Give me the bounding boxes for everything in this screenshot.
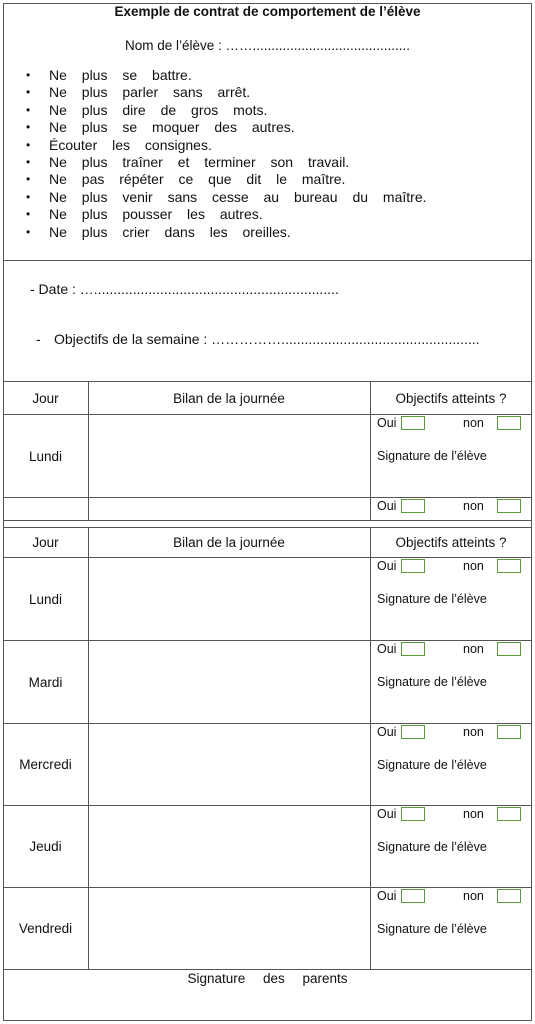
yes-label: Oui xyxy=(377,416,397,430)
parents-signature-label: Signature des parents xyxy=(187,971,348,986)
no-label: non xyxy=(463,642,484,656)
day-label: Mardi xyxy=(28,675,63,690)
no-label: non xyxy=(463,889,484,903)
table-border xyxy=(88,527,89,969)
page-title: Exemple de contrat de comportement de l’élève xyxy=(114,4,421,19)
no-label: non xyxy=(463,416,484,430)
no-label: non xyxy=(463,725,484,739)
list-item: • Ne plus parler sans arrêt. xyxy=(26,84,496,101)
list-item: • Ne plus pousser les autres. xyxy=(26,206,496,223)
no-checkbox[interactable] xyxy=(497,807,521,821)
list-item: • Ne plus crier dans les oreilles. xyxy=(26,224,496,241)
list-item: • Ne plus traîner et terminer son travail. xyxy=(26,154,496,171)
table-border xyxy=(3,381,532,382)
table-border xyxy=(3,640,532,641)
no-checkbox[interactable] xyxy=(497,559,521,573)
section-divider xyxy=(3,260,532,261)
table-border xyxy=(3,414,532,415)
list-item: • Ne pas répéter ce que dit le maître. xyxy=(26,171,496,188)
student-name-field[interactable]: Nom de l’élève : …….......................................... xyxy=(124,38,411,53)
student-signature-label: Signature de l’élève xyxy=(377,758,487,772)
no-checkbox[interactable] xyxy=(497,416,521,430)
header-goals: Objectifs atteints ? xyxy=(395,535,507,550)
no-checkbox[interactable] xyxy=(497,725,521,739)
table-border xyxy=(3,805,532,806)
header-summary: Bilan de la journée xyxy=(173,535,285,550)
yes-label: Oui xyxy=(377,889,397,903)
table-border xyxy=(3,557,532,558)
list-item: • Ne plus dire de gros mots. xyxy=(26,102,496,119)
list-item: • Ne plus venir sans cesse au bureau du maître. xyxy=(26,189,496,206)
yes-checkbox[interactable] xyxy=(401,642,425,656)
table-border xyxy=(3,520,532,521)
table-border xyxy=(3,527,532,528)
day-label: Lundi xyxy=(28,592,63,607)
student-signature-label: Signature de l’élève xyxy=(377,840,487,854)
no-label: non xyxy=(463,807,484,821)
yes-label: Oui xyxy=(377,559,397,573)
yes-label: Oui xyxy=(377,499,397,513)
list-item: • Ne plus se battre. xyxy=(26,67,496,84)
objectives-dash: - xyxy=(36,331,41,347)
table-border xyxy=(3,497,532,498)
yes-checkbox[interactable] xyxy=(401,889,425,903)
yes-label: Oui xyxy=(377,642,397,656)
yes-label: Oui xyxy=(377,725,397,739)
day-label: Jeudi xyxy=(29,839,62,854)
yes-checkbox[interactable] xyxy=(401,499,425,513)
no-checkbox[interactable] xyxy=(497,499,521,513)
no-label: non xyxy=(463,499,484,513)
table-border xyxy=(3,887,532,888)
day-label: Mercredi xyxy=(19,757,72,772)
no-checkbox[interactable] xyxy=(497,889,521,903)
header-day: Jour xyxy=(32,391,59,406)
no-label: non xyxy=(463,559,484,573)
student-signature-label: Signature de l’élève xyxy=(377,592,487,606)
weekly-objectives-field[interactable] xyxy=(36,331,480,347)
yes-checkbox[interactable] xyxy=(401,725,425,739)
list-item: • Écouter les consignes. xyxy=(26,137,496,154)
yes-checkbox[interactable] xyxy=(401,807,425,821)
student-signature-label: Signature de l’élève xyxy=(377,922,487,936)
student-signature-label: Signature de l’élève xyxy=(377,449,487,463)
yes-label: Oui xyxy=(377,807,397,821)
yes-checkbox[interactable] xyxy=(401,416,425,430)
objectives-label: Objectifs de la semaine : ……………................................................... xyxy=(54,331,480,347)
header-day: Jour xyxy=(32,535,59,550)
yes-checkbox[interactable] xyxy=(401,559,425,573)
day-label: Vendredi xyxy=(18,921,73,936)
list-item: • Ne plus se moquer des autres. xyxy=(26,119,496,136)
no-checkbox[interactable] xyxy=(497,642,521,656)
date-field[interactable]: - Date : …............................................................... xyxy=(30,281,339,297)
rules-list xyxy=(26,67,496,241)
table-border xyxy=(3,969,532,970)
header-summary: Bilan de la journée xyxy=(173,391,285,406)
table-border xyxy=(370,527,371,969)
table-border xyxy=(3,723,532,724)
header-goals: Objectifs atteints ? xyxy=(395,391,507,406)
student-signature-label: Signature de l’élève xyxy=(377,675,487,689)
day-label: Lundi xyxy=(28,449,63,464)
